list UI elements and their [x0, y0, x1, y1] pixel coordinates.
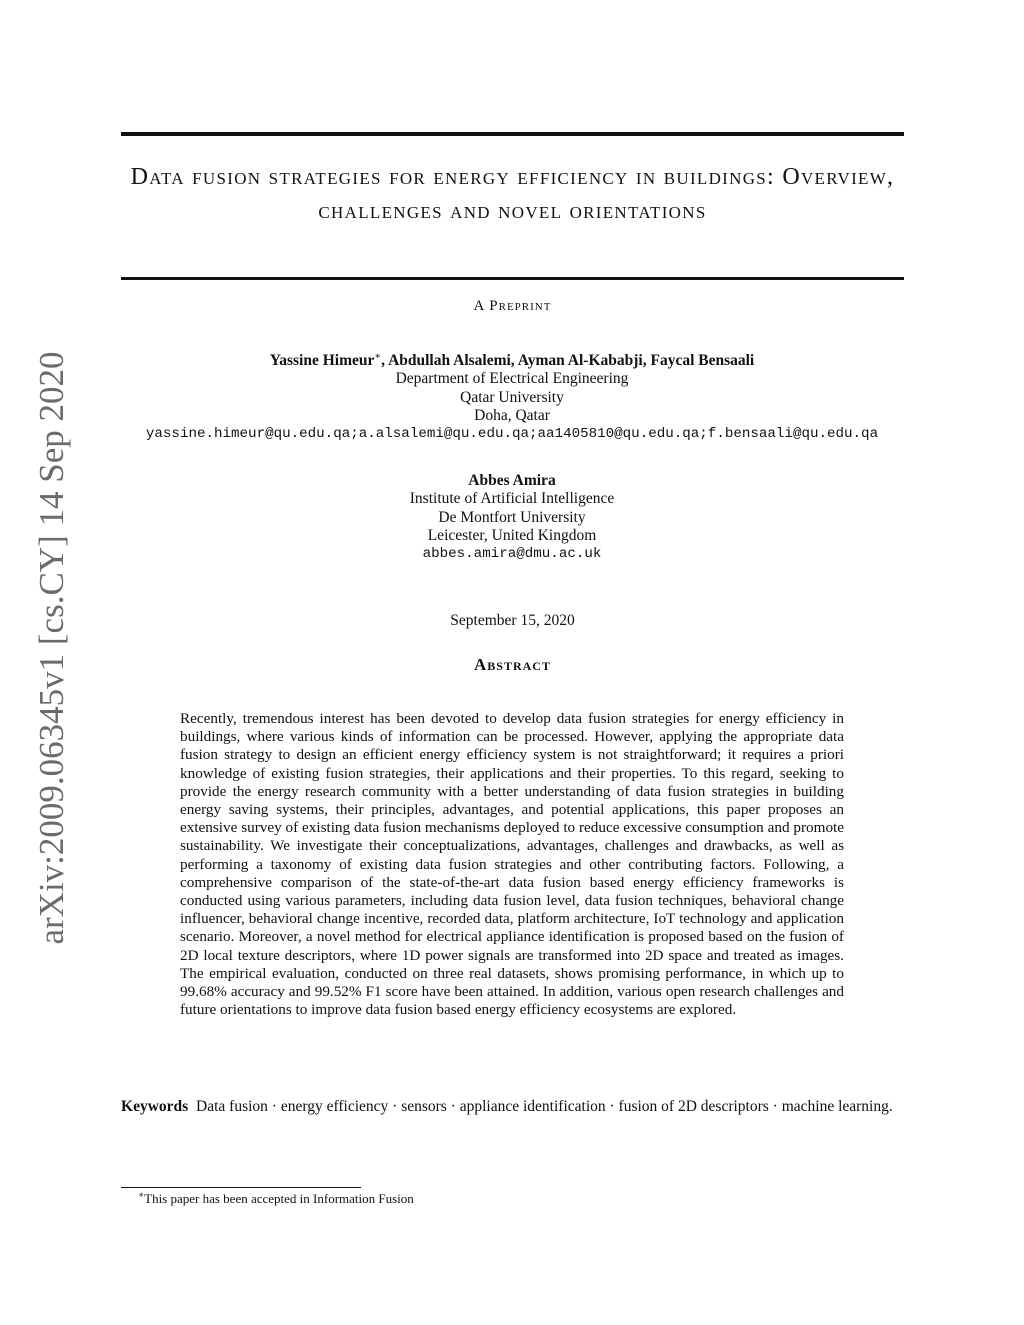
author-group-2 — [100, 472, 924, 563]
abstract-text: Recently, tremendous interest has been devoted to develop data fusion strategies for energy efficiency in buildings, where various kinds of information can be processed. However, applying the appropriate data fusion strategy to design an efficient energy efficiency system is not straightforward; it requires a priori knowledge of existing fusion strategies, their applications and their properties. To this regard, seeking to provide the energy research community with a better understanding of data fusion strategies in building energy saving systems, their principles, advantages, and potential applications, this paper proposes an extensive survey of existing data fusion mechanisms deployed to reduce excessive consumption and promote sustainability. We investigate their conceptualizations, advantages, challenges and drawbacks, as well as performing a taxonomy of existing data fusion strategies and other contributing factors. Following, a comprehensive comparison of the state-of-the-art data fusion based energy efficiency frameworks is conducted using various parameters, including data fusion level, data fusion techniques, behavioral change influencer, behavioral change incentive, recorded data, platform architecture, IoT technology and application scenario. Moreover, a novel method for electrical appliance identification is proposed based on the fusion of 2D local texture descriptors, where 1D power signals are transformed into 2D space and treated as images. The empirical evaluation, conducted on three real datasets, shows promising performance, in which up to 99.68% accuracy and 99.52% F1 score have been attained. In addition, various open research challenges and future orientations to improve data fusion based energy efficiency ecosystems are explored. — [180, 710, 844, 1019]
footnote-text: This paper has been accepted in Information Fusion — [144, 1191, 414, 1206]
author-university: De Montfort University — [438, 508, 586, 526]
footnote-marker: ∗ — [374, 350, 382, 362]
author-name: Abbes Amira — [468, 472, 556, 489]
preprint-label: A Preprint — [473, 298, 552, 314]
keywords-label — [121, 1098, 188, 1115]
title-bottom-rule — [121, 277, 904, 280]
author-names-line — [100, 352, 924, 370]
keywords-line — [121, 1098, 904, 1116]
footnote-marker: ∗ — [138, 1189, 145, 1200]
paper-date: September 15, 2020 — [450, 612, 575, 629]
footnote-rule — [121, 1187, 361, 1188]
author-location: Leicester, United Kingdom — [427, 526, 597, 544]
coauthor-names: , Abdullah Alsalemi, Ayman Al-Kababji, Faycal Bensaali — [381, 352, 755, 369]
footnote — [138, 1191, 838, 1207]
title-top-rule — [121, 132, 904, 136]
author-location: Doha, Qatar — [474, 406, 550, 424]
keywords-label-rest: eywords — [133, 1098, 189, 1115]
keywords-text: Data fusion · energy efficiency · sensors · appliance identification · fusion of 2D descriptors · machine learning. — [196, 1098, 893, 1115]
author-emails: yassine.himeur@qu.edu.qa;a.alsalemi@qu.edu.qa;aa1405810@qu.edu.qa;f.bensaali@qu.edu.qa — [145, 426, 879, 443]
abstract-heading: Abstract — [474, 655, 551, 674]
author-department: Department of Electrical Engineering — [395, 370, 629, 388]
first-author-name: Yassine Himeur — [269, 352, 375, 369]
author-university: Qatar University — [460, 388, 564, 406]
arxiv-identifier-stamp: arXiv:2009.06345v1 [cs.CY] 14 Sep 2020 — [32, 351, 71, 945]
author-group-1 — [100, 352, 924, 443]
author-email: abbes.amira@dmu.ac.uk — [422, 546, 602, 563]
paper-title: Data fusion strategies for energy efficiency in buildings: Overview, challenges and novel orientations — [130, 164, 895, 224]
keywords-label-first-letter: K — [121, 1098, 134, 1115]
author-institute: Institute of Artificial Intelligence — [409, 490, 615, 508]
